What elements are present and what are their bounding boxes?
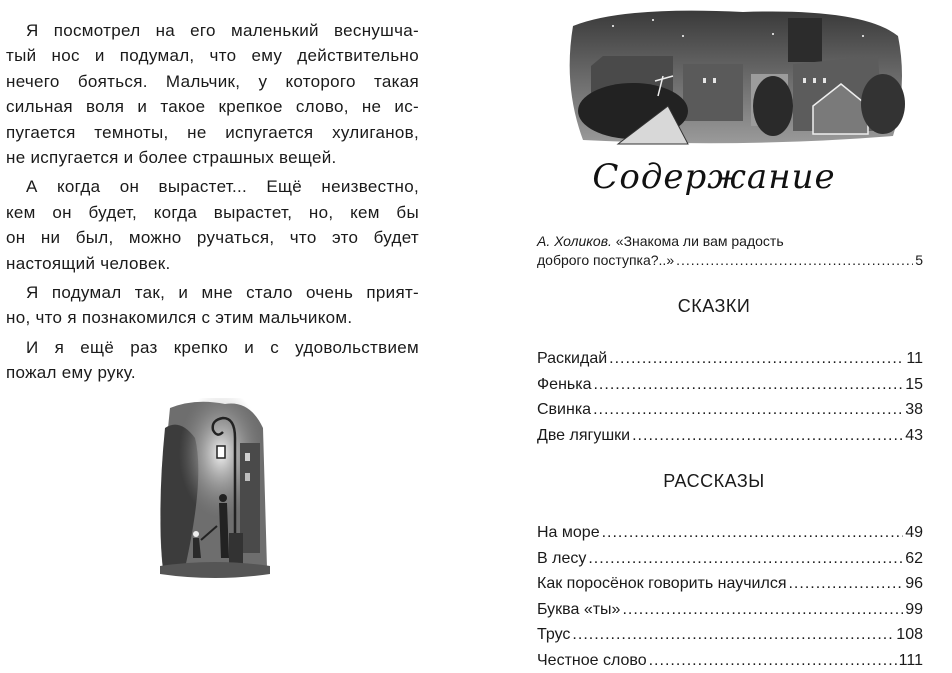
page-number: 15 bbox=[905, 372, 923, 398]
text-line: пожал ему руку. bbox=[6, 360, 419, 385]
toc-entry[interactable] bbox=[537, 397, 923, 423]
page-number: 62 bbox=[905, 546, 923, 572]
toc-entry[interactable] bbox=[537, 648, 923, 673]
dot-leader bbox=[593, 372, 903, 398]
dot-leader bbox=[788, 571, 903, 597]
paragraph bbox=[6, 335, 419, 386]
toc-entry[interactable] bbox=[537, 346, 923, 372]
toc-entry[interactable] bbox=[537, 423, 923, 449]
entry-title: Две лягушки bbox=[537, 423, 630, 449]
page-number: 108 bbox=[896, 622, 923, 648]
toc-entry[interactable] bbox=[537, 520, 923, 546]
toc-entry[interactable] bbox=[537, 372, 923, 398]
intro-line-2 bbox=[537, 251, 923, 270]
entry-title: В лесу bbox=[537, 546, 586, 572]
page-number: 99 bbox=[905, 597, 923, 623]
paragraph bbox=[6, 174, 419, 276]
entry-title: Фенька bbox=[537, 372, 591, 398]
text-line: Я посмотрел на его маленький веснушча- bbox=[6, 18, 419, 43]
dot-leader bbox=[632, 423, 903, 449]
page-number: 43 bbox=[905, 423, 923, 449]
paragraph bbox=[6, 18, 419, 170]
page-number: 96 bbox=[905, 571, 923, 597]
text-line: он ни был, можно ручаться, что это будет bbox=[6, 225, 419, 250]
toc-intro-entry[interactable] bbox=[537, 232, 923, 270]
toc-entry[interactable] bbox=[537, 597, 923, 623]
left-page bbox=[0, 0, 476, 665]
section-heading-rasskazy: РАССКАЗЫ bbox=[476, 471, 952, 492]
page-number: 49 bbox=[905, 520, 923, 546]
paragraph bbox=[6, 280, 419, 331]
entry-title: Как поросёнок говорить научился bbox=[537, 571, 786, 597]
dot-leader bbox=[676, 251, 913, 270]
streetlamp-illustration bbox=[155, 398, 275, 583]
intro-title-part1: «Знакома ли вам радость bbox=[616, 233, 784, 249]
text-line: нечего бояться. Мальчик, у которого такая bbox=[6, 69, 419, 94]
dot-leader bbox=[593, 397, 903, 423]
toc-list-rasskazy bbox=[537, 520, 923, 673]
page-number: 111 bbox=[899, 648, 923, 673]
dot-leader bbox=[572, 622, 894, 648]
right-page bbox=[476, 0, 952, 665]
text-line: И я ещё раз крепко и с удовольствием bbox=[6, 335, 419, 360]
entry-title: Буква «ты» bbox=[537, 597, 620, 623]
text-line: Я подумал так, и мне стало очень прият- bbox=[6, 280, 419, 305]
text-line: сильная воля и такое крепкое слово, не ис- bbox=[6, 94, 419, 119]
dot-leader bbox=[649, 648, 897, 673]
text-line: А когда он вырастет... Ещё неизвестно, bbox=[6, 174, 419, 199]
dot-leader bbox=[609, 346, 904, 372]
text-line: тый нос и подумал, что ему действительно bbox=[6, 43, 419, 68]
entry-title: Свинка bbox=[537, 397, 591, 423]
intro-title-part2: доброго поступка?..» bbox=[537, 251, 674, 270]
toc-entry[interactable] bbox=[537, 622, 923, 648]
dot-leader bbox=[588, 546, 903, 572]
text-line: не испугается и более страшных вещей. bbox=[6, 145, 419, 170]
story-text bbox=[6, 18, 419, 390]
section-heading-skazki: СКАЗКИ bbox=[476, 296, 952, 317]
entry-title: Честное слово bbox=[537, 648, 647, 673]
entry-title: На море bbox=[537, 520, 600, 546]
entry-title: Трус bbox=[537, 622, 570, 648]
text-line: кем он будет, когда вырастет, но, кем бы bbox=[6, 200, 419, 225]
toc-list-skazki bbox=[537, 346, 923, 448]
text-line: настоящий человек. bbox=[6, 251, 419, 276]
page-number: 5 bbox=[915, 251, 923, 270]
intro-author: А. Холиков. bbox=[537, 233, 612, 249]
dot-leader bbox=[602, 520, 904, 546]
text-line: но, что я познакомился с этим мальчиком. bbox=[6, 305, 419, 330]
entry-title: Раскидай bbox=[537, 346, 607, 372]
toc-entry[interactable] bbox=[537, 546, 923, 572]
night-city-illustration bbox=[563, 6, 908, 148]
page-number: 11 bbox=[906, 346, 923, 372]
text-line: пугается темноты, не испугается хулиганов, bbox=[6, 120, 419, 145]
page-number: 38 bbox=[905, 397, 923, 423]
dot-leader bbox=[622, 597, 903, 623]
page-title: Содержание bbox=[476, 157, 952, 197]
intro-line-1 bbox=[537, 232, 923, 251]
toc-entry[interactable] bbox=[537, 571, 923, 597]
